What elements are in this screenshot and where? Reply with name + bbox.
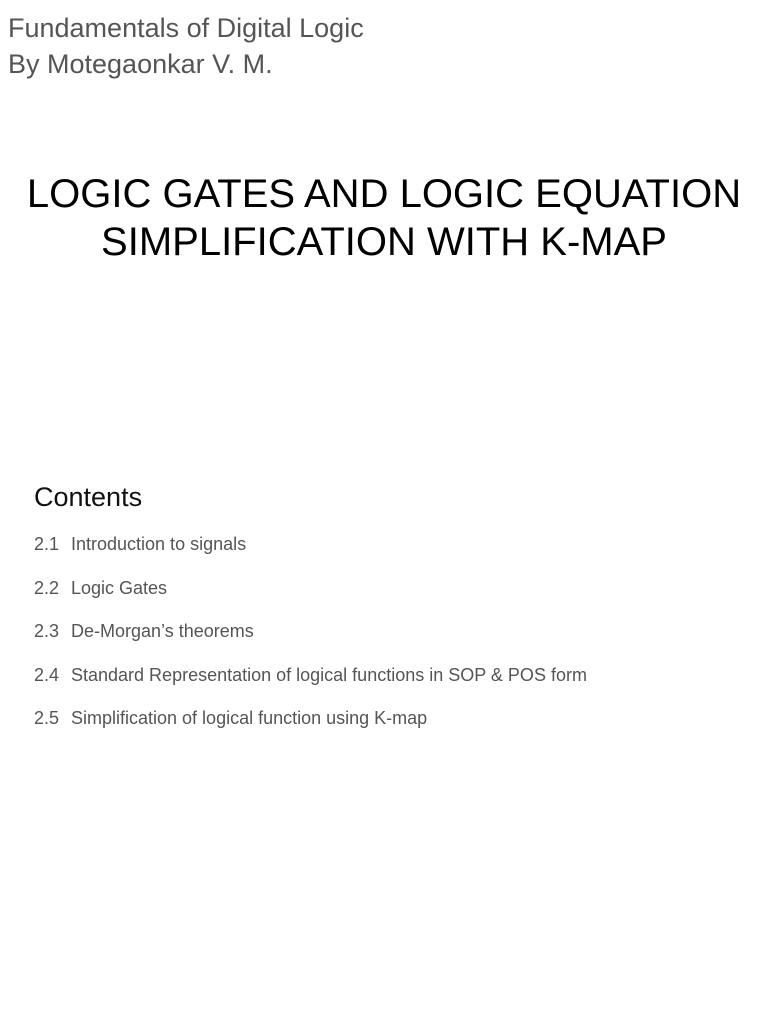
- toc-item-text: Simplification of logical function using K-map: [71, 708, 428, 728]
- chapter-title-line-1: LOGIC GATES AND LOGIC EQUATION: [26, 172, 742, 216]
- toc-item: [34, 707, 734, 729]
- toc-item-text: Standard Representation of logical functions in SOP & POS form: [71, 664, 587, 685]
- contents-heading: Contents: [34, 482, 143, 512]
- toc-item-text: Introduction to signals: [71, 534, 247, 554]
- toc-item-number: 2.5: [34, 708, 60, 728]
- toc-item-number: 2.3: [34, 621, 60, 641]
- toc-item: [34, 533, 734, 555]
- author-line: By Motegaonkar V. M.: [8, 49, 273, 79]
- page-header: [8, 10, 364, 82]
- toc-item: [34, 620, 734, 642]
- course-title: Fundamentals of Digital Logic: [8, 13, 364, 43]
- toc-item-number: 2.4: [34, 664, 60, 685]
- toc-list: [34, 533, 734, 729]
- chapter-title: [0, 170, 768, 266]
- toc-item-text: De-Morgan’s theorems: [71, 621, 254, 641]
- chapter-title-line-2: SIMPLIFICATION WITH K-MAP: [101, 220, 667, 264]
- toc-item-number: 2.1: [34, 534, 60, 554]
- toc-item-number: 2.2: [34, 577, 60, 598]
- contents-section: [34, 479, 734, 751]
- toc-item-text: Logic Gates: [71, 577, 168, 598]
- toc-item: [34, 664, 734, 686]
- toc-item: [34, 577, 734, 599]
